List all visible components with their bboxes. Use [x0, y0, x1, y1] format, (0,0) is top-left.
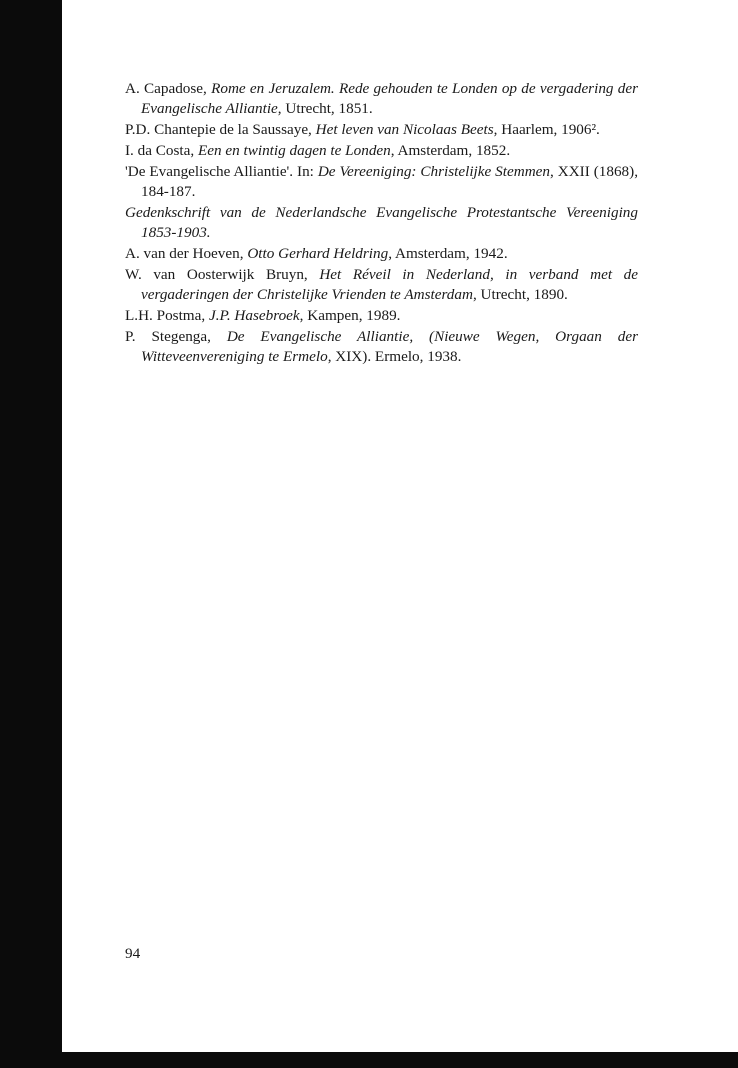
- entry-text: A. Capadose,: [125, 80, 212, 97]
- entry-text: P. Stegenga,: [125, 328, 227, 345]
- entry-text: , Amsterdam, 1852.: [390, 142, 511, 159]
- entry-text: , Haarlem, 1906².: [493, 121, 600, 138]
- entry-title: Otto Gerhard Heldring: [247, 245, 389, 262]
- bibliography-entry: [125, 162, 638, 202]
- bibliography-list: [125, 79, 638, 368]
- entry-title: Het Réveil in Nederland, in verband met de vergaderingen der Christelijke Vrienden te Amsterdam: [141, 266, 638, 303]
- bibliography-entry: [125, 306, 638, 326]
- bibliography-entry: [125, 141, 638, 161]
- bibliography-entry: [125, 244, 638, 264]
- entry-title: Rome en Jeruzalem. Rede gehouden te Londen op de vergadering der Evangelische Alliantie: [141, 80, 638, 117]
- bibliography-entry: [125, 120, 638, 140]
- entry-text: L.H. Postma,: [125, 307, 209, 324]
- entry-text: P.D. Chantepie de la Saussaye,: [125, 121, 316, 138]
- entry-title: Een en twintig dagen te Londen: [197, 142, 391, 159]
- entry-text: I. da Costa,: [125, 142, 198, 159]
- entry-text: , Amsterdam, 1942.: [388, 245, 508, 262]
- bibliography-entry: [125, 203, 638, 243]
- entry-title: De Vereeniging: Christelijke Stemmen: [317, 163, 551, 180]
- page-number: 94: [125, 945, 141, 962]
- entry-text: , XXII (1868), 184-187.: [141, 163, 638, 200]
- scan-left-border: [0, 0, 62, 1068]
- entry-title: J.P. Hasebroek: [208, 307, 300, 324]
- entry-text: W. van Oosterwijk Bruyn,: [125, 266, 320, 283]
- entry-text: , Utrecht, 1851.: [277, 100, 373, 117]
- entry-title: Gedenkschrift van de Nederlandsche Evangelische Protestantsche Vereeniging 1853-1903.: [125, 204, 638, 241]
- entry-text: , XIX). Ermelo, 1938.: [327, 348, 462, 365]
- entry-title: De Evangelische Alliantie, (Nieuwe Wegen, Orgaan der Witteveenvereniging te Ermelo: [141, 328, 638, 365]
- entry-text: A. van der Hoeven,: [125, 245, 248, 262]
- entry-title: Het leven van Nicolaas Beets: [315, 121, 494, 138]
- entry-text: 'De Evangelische Alliantie'. In:: [125, 163, 318, 180]
- bibliography-entry: [125, 327, 638, 367]
- entry-text: , Utrecht, 1890.: [472, 286, 568, 303]
- bibliography-entry: [125, 79, 638, 119]
- scan-bottom-border: [0, 1052, 738, 1068]
- bibliography-entry: [125, 265, 638, 305]
- entry-text: , Kampen, 1989.: [299, 307, 401, 324]
